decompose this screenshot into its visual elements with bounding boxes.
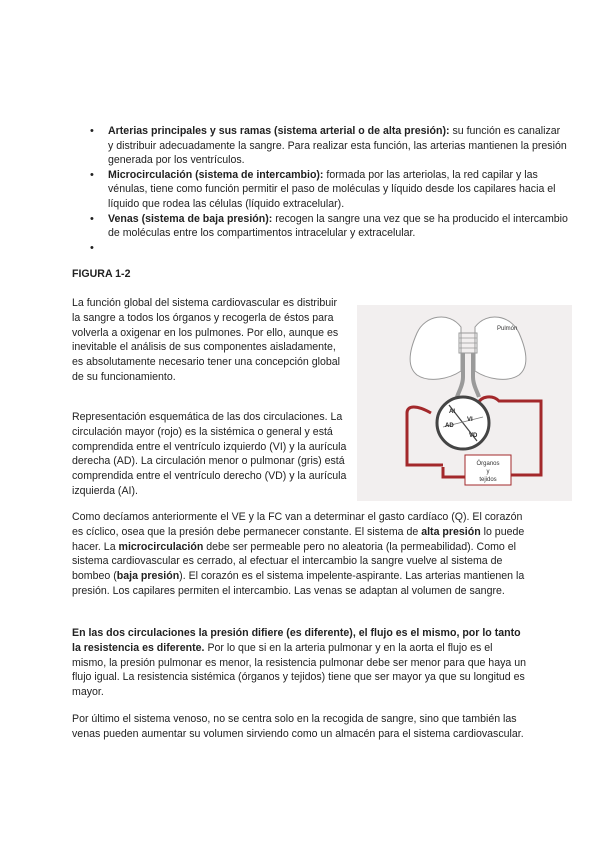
- bold-term: alta presión: [421, 525, 481, 538]
- list-item: [108, 212, 568, 241]
- heart-label-vd: VD: [469, 433, 478, 439]
- figure-title: FIGURA 1-2: [72, 268, 131, 280]
- empty-list-item: [108, 241, 568, 256]
- bullet-list: [72, 124, 568, 255]
- list-item-text: formada por las arteriolas, la red capilar y las vénulas, tiene como función permitir el paso de moléculas y líquido desde los capilares hacia el líquido que rodea las células (líquido extracelular).: [108, 168, 556, 210]
- caption-paragraph: Representación esquemática de las dos circulaciones. La circulación mayor (rojo) es la sistémica o general y está comprendida entre el ventrículo izquierdo (VI) y la aurícula derecha (AD). La circulación menor o pulmonar (gris) está comprendida entre el ventrículo derecho (VD) y la aurícula izquierda (AI).: [72, 411, 347, 497]
- circulation-diagram: [357, 305, 572, 501]
- text-span: Por lo que si en la arteria pulmonar y en la aorta el flujo es el mismo, la presión pulmonar es menor, la resistencia pulmonar debe ser menor para que haya un flujo igual. La resistencia sistémica (órganos y tejidos) tiene que ser mayor ya que su longitud es mayor.: [72, 641, 527, 699]
- systemic-return: [443, 467, 467, 477]
- list-item-text: recogen la sangre una vez que se ha producido el intercambio de moléculas entre los compartimentos intracelular y extracelular.: [108, 212, 568, 240]
- body-paragraph-5: Por último el sistema venoso, no se centra solo en la recogida de sangre, sino que también las venas pueden aumentar su volumen sirviendo como un almacén para el sistema cardiovascular.: [72, 713, 524, 740]
- circulation-svg: [357, 305, 572, 501]
- list-item: [108, 168, 568, 212]
- lung-label: Pulmón: [497, 326, 518, 332]
- intro-paragraph: La función global del sistema cardiovascular es distribuir la sangre a todos los órganos y recogerla de éstos para volverla a oxigenar en los pulmones. Por ello, aunque es inevitable el análisis de sus componentes aisladamente, es absolutamente necesario tener una concepción global de su funcionamiento.: [72, 297, 340, 383]
- organs-label-line2: y: [486, 469, 490, 475]
- text-span: Como decíamos anteriormente el VE y la FC van a determinar el gasto cardíaco (Q). El corazón es cíclico, osea que la presión debe permanecer constante. El sistema de: [72, 511, 523, 538]
- heart-label-vi: VI: [467, 417, 473, 423]
- list-item-title: Venas (sistema de baja presión):: [108, 212, 273, 225]
- text-span: lo puede hacer. La: [72, 525, 525, 553]
- text-span: ). El corazón es el sistema impelente-aspirante. Las arterias mantienen la presión. Los capilares permiten el intercambio. Las venas se adaptan al volumen de sangre.: [72, 570, 525, 597]
- body-paragraph-4: [72, 626, 528, 700]
- bold-term: baja presión: [116, 570, 180, 583]
- list-item-text: su función es canalizar y distribuir adecuadamente la sangre. Para realizar esta función, las arterias mantienen la presión generada por los ventrículos.: [108, 125, 567, 167]
- text-span: debe ser permeable pero no aleatoria (la permeabilidad). Como el sistema cardiovascular es cerrado, al efectuar el intercambio la sangre vuelve al sistema de bombeo (: [72, 540, 517, 583]
- list-item: [108, 124, 568, 168]
- organs-label-line1: Órganos: [476, 461, 500, 467]
- heart-label-ad: AD: [445, 423, 454, 429]
- heart-label-ai: AI: [449, 409, 455, 415]
- bold-term: microcirculación: [118, 540, 204, 553]
- bold-statement: En las dos circulaciones la presión difiere (es diferente), el flujo es el mismo, por lo tanto la resistencia es diferente.: [72, 627, 521, 654]
- left-lung: [410, 317, 461, 379]
- list-item-title: Microcirculación (sistema de intercambio):: [108, 168, 324, 181]
- organs-label-line3: tejidos: [479, 477, 497, 483]
- body-paragraph-3: [72, 510, 528, 599]
- list-item-title: Arterias principales y sus ramas (sistema arterial o de alta presión):: [108, 125, 450, 137]
